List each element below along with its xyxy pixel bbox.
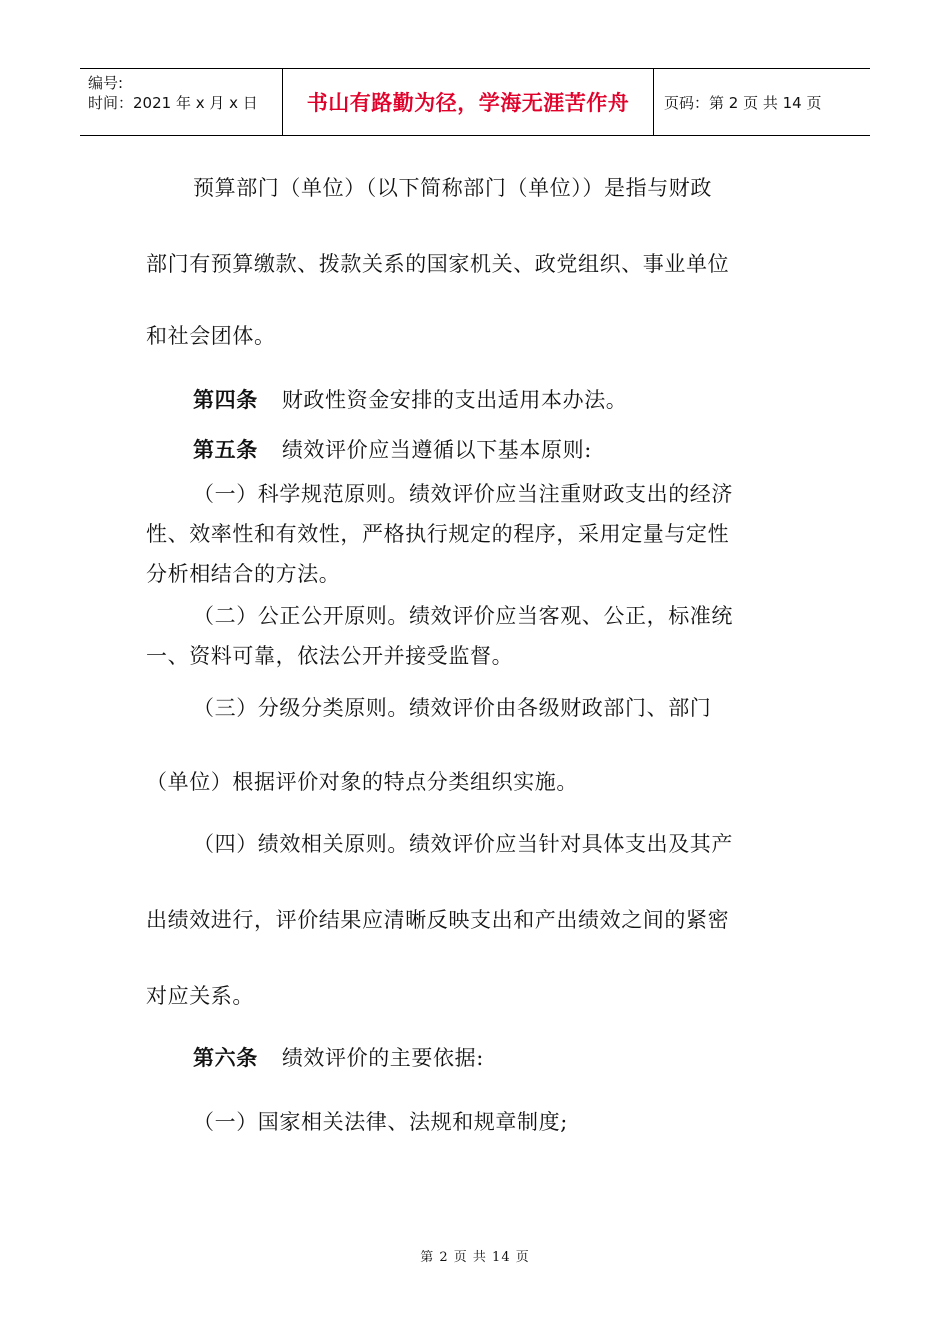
article-text: 绩效评价的主要依据: bbox=[281, 1046, 484, 1070]
article-label: 第四条 bbox=[193, 387, 258, 412]
article-4 bbox=[193, 384, 627, 414]
paragraph-line: 预算部门（单位）（以下简称部门（单位））是指与财政 bbox=[193, 176, 712, 200]
paragraph-line: （一）科学规范原则。绩效评价应当注重财政支出的经济 bbox=[193, 482, 733, 506]
header-motto: 书山有路勤为径，学海无涯苦作舟 bbox=[282, 69, 654, 135]
paragraph-line: （四）绩效相关原则。绩效评价应当针对具体支出及其产 bbox=[193, 832, 733, 856]
article-5 bbox=[193, 434, 592, 464]
paragraph-line: 对应关系。 bbox=[146, 984, 254, 1008]
page-footer: 第 2 页 共 14 页 bbox=[420, 1250, 530, 1265]
paragraph-line: 和社会团体。 bbox=[146, 324, 276, 348]
header-meta bbox=[80, 69, 282, 135]
article-label: 第五条 bbox=[193, 437, 258, 462]
article-text: 财政性资金安排的支出适用本办法。 bbox=[281, 388, 628, 412]
paragraph-line: 一、资料可靠，依法公开并接受监督。 bbox=[146, 644, 514, 668]
paragraph-line: 部门有预算缴款、拨款关系的国家机关、政党组织、事业单位 bbox=[146, 252, 730, 276]
page-header bbox=[80, 68, 870, 136]
article-label: 第六条 bbox=[193, 1045, 258, 1070]
document-number-label: 编号: bbox=[88, 74, 124, 92]
paragraph-line: （二）公正公开原则。绩效评价应当客观、公正，标准统 bbox=[193, 604, 733, 628]
article-6 bbox=[193, 1042, 484, 1072]
article-text: 绩效评价应当遵循以下基本原则: bbox=[281, 438, 592, 462]
header-page-info: 页码：第 2 页 共 14 页 bbox=[664, 93, 822, 112]
document-date: 时间：2021 年 x 月 x 日 bbox=[88, 94, 258, 112]
paragraph-line: （一）国家相关法律、法规和规章制度; bbox=[193, 1110, 568, 1134]
paragraph-line: 性、效率性和有效性，严格执行规定的程序，采用定量与定性 bbox=[146, 522, 730, 546]
paragraph-line: （三）分级分类原则。绩效评价由各级财政部门、部门 bbox=[193, 696, 712, 720]
paragraph-line: 分析相结合的方法。 bbox=[146, 562, 341, 586]
paragraph-line: （单位）根据评价对象的特点分类组织实施。 bbox=[146, 770, 578, 794]
paragraph-line: 出绩效进行，评价结果应清晰反映支出和产出绩效之间的紧密 bbox=[146, 908, 730, 932]
